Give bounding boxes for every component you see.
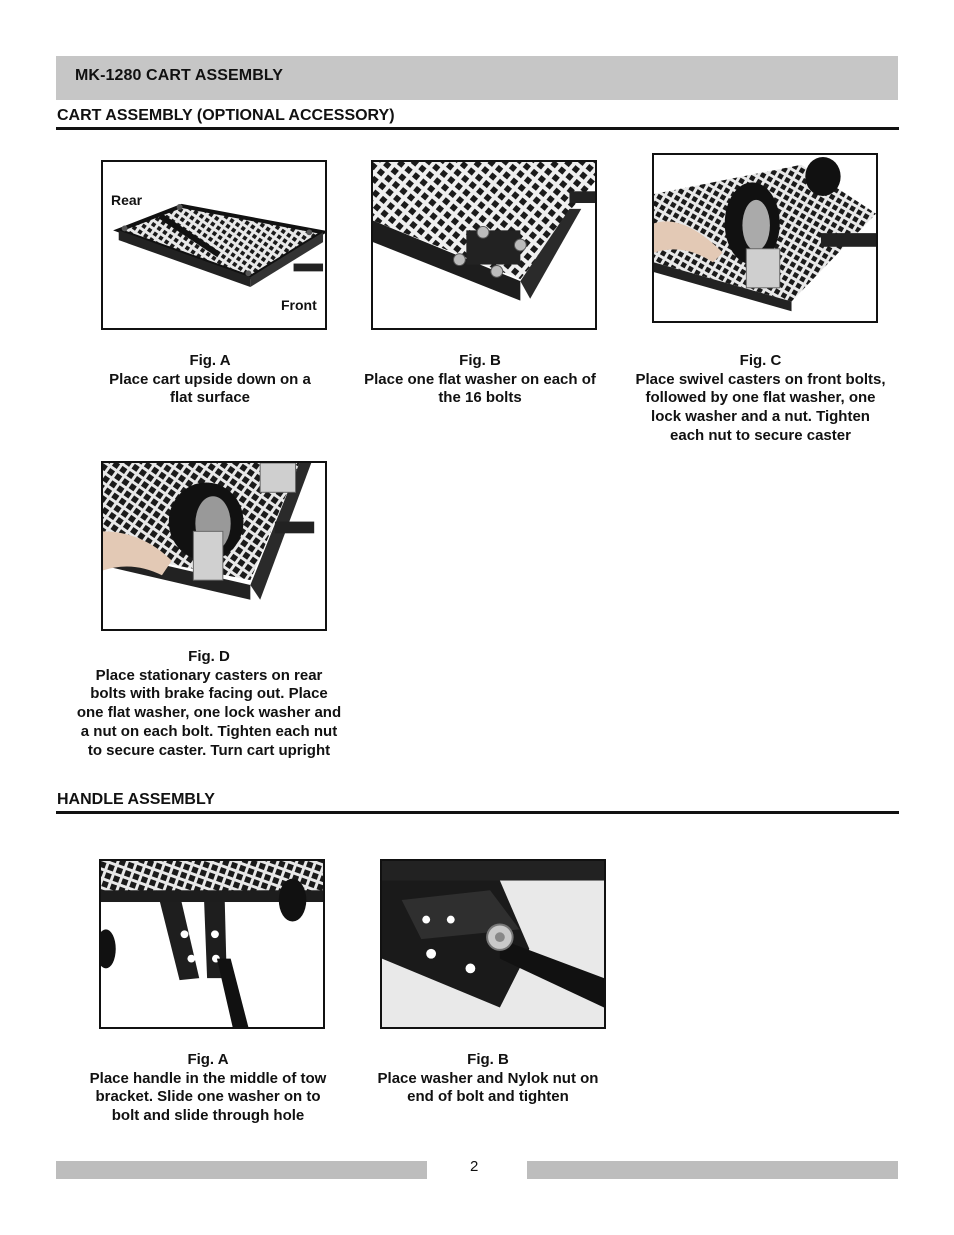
handle-fig-b-image — [380, 859, 606, 1029]
handle-fig-a-image — [99, 859, 325, 1029]
caption-title: Fig. D — [188, 648, 230, 665]
caption-line: a nut on each bolt. Tighten each nut — [80, 722, 338, 740]
caption-title: Fig. B — [467, 1051, 509, 1068]
cart-fig-a-caption — [86, 352, 334, 408]
front-label: Front — [281, 297, 317, 313]
cart-fig-c-caption — [625, 352, 896, 446]
page-number: 2 — [470, 1158, 479, 1175]
caption-title: Fig. C — [739, 352, 782, 369]
cart-fig-d-image — [101, 461, 327, 631]
handle-section-rule — [56, 811, 899, 814]
cart-fig-a-image — [101, 160, 327, 330]
caption-line: Place cart upside down on a — [109, 370, 311, 388]
caption-line: bracket. Slide one washer on to — [95, 1088, 321, 1106]
caption-line: followed by one flat washer, one — [645, 389, 876, 407]
caption-line: lock washer and a nut. Tighten — [651, 408, 870, 426]
cart-fig-d-caption — [66, 648, 352, 760]
caption-line: Place swivel casters on front bolts, — [635, 370, 886, 388]
caption-line: to secure caster. Turn cart upright — [87, 741, 331, 759]
caption-title: Fig. A — [187, 1051, 229, 1068]
caption-line: each nut to secure caster — [670, 426, 851, 444]
cart-section-title: CART ASSEMBLY (OPTIONAL ACCESSORY) — [57, 107, 395, 124]
caption-line: bolts with brake facing out. Place — [90, 685, 328, 703]
handle-section-title: HANDLE ASSEMBLY — [57, 791, 215, 808]
caption-line: one flat washer, one lock washer and — [76, 704, 342, 722]
caption-line: bolt and slide through hole — [111, 1107, 305, 1125]
cart-fig-c-image — [652, 153, 878, 323]
caption-line: flat surface — [169, 389, 251, 407]
caption-line: the 16 bolts — [438, 389, 522, 407]
cart-fig-b-caption — [352, 352, 608, 408]
handle-fig-a-caption — [79, 1051, 337, 1126]
caption-line: Place washer and Nylok nut on — [377, 1069, 599, 1087]
caption-line: end of bolt and tighten — [407, 1088, 569, 1106]
caption-line: Place stationary casters on rear — [95, 666, 323, 684]
cart-section-rule — [56, 127, 899, 130]
caption-line: Place one flat washer on each of — [364, 370, 596, 388]
cart-fig-b-image — [371, 160, 597, 330]
handle-fig-b-caption — [367, 1051, 609, 1107]
footer-bar-left — [56, 1161, 427, 1179]
header-bar — [56, 56, 898, 100]
caption-title: Fig. B — [459, 352, 501, 369]
page-title: MK-1280 CART ASSEMBLY — [75, 67, 284, 84]
footer-bar-right — [527, 1161, 898, 1179]
rear-label: Rear — [111, 192, 143, 208]
caption-line: Place handle in the middle of tow — [89, 1069, 327, 1087]
caption-title: Fig. A — [189, 352, 231, 369]
